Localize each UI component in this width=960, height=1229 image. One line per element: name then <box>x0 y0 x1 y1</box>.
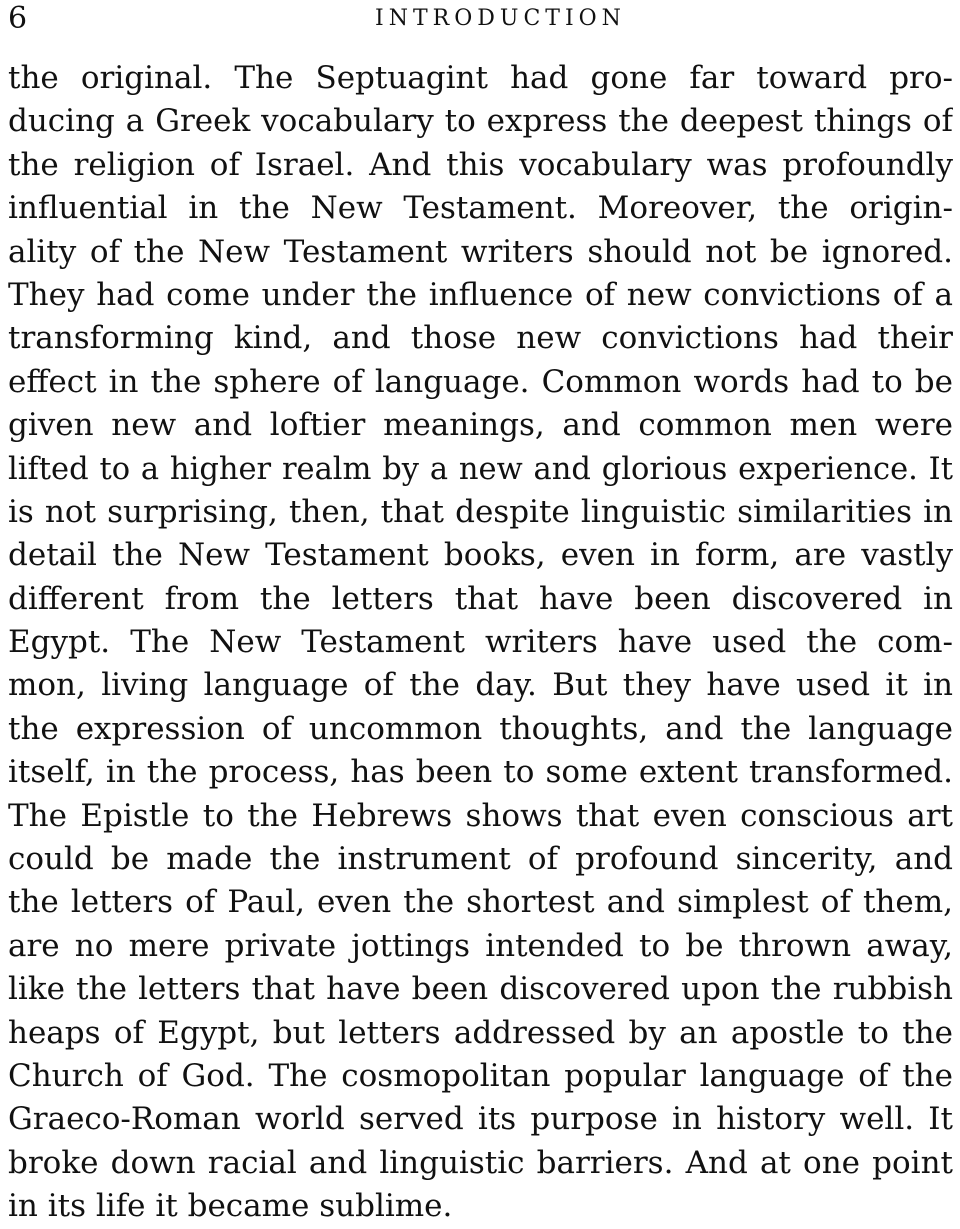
text-line: detail the New Testament books, even in form, are vastly <box>8 537 953 574</box>
text-line: are no mere private jottings intended to be thrown away, <box>8 927 953 964</box>
text-line: could be made the instrument of profound sincerity, and <box>8 841 953 878</box>
text-line: lifted to a higher realm by a new and glorious experience. It <box>8 451 953 487</box>
text-line: influential in the New Testament. Moreover, the origin- <box>8 190 953 227</box>
running-head <box>8 0 953 40</box>
text-line: effect in the sphere of language. Common words had to be <box>8 363 953 400</box>
text-line: Church of God. The cosmopolitan popular language of the <box>8 1057 953 1094</box>
text-line: itself, in the process, has been to some extent transformed. <box>8 754 953 791</box>
text-line: like the letters that have been discovered upon the rubbish <box>8 971 953 1008</box>
text-line: the letters of Paul, even the shortest and simplest of them, <box>8 884 953 921</box>
text-line: the expression of uncommon thoughts, and the language <box>8 710 953 747</box>
page-number: 6 <box>8 1 28 36</box>
text-line: different from the letters that have been discovered in <box>8 580 953 617</box>
running-title: INTRODUCTION <box>375 6 626 31</box>
text-line: The Epistle to the Hebrews shows that even conscious art <box>8 797 953 834</box>
text-line: ality of the New Testament writers should not be ignored. <box>8 233 953 270</box>
text-line: the original. The Septuagint had gone far toward pro- <box>8 60 953 96</box>
text-line: heaps of Egypt, but letters addressed by an apostle to the <box>8 1014 953 1051</box>
text-line: transforming kind, and those new convictions had their <box>8 320 953 357</box>
text-line: in its life it became sublime. <box>8 1188 453 1225</box>
text-line: mon, living language of the day. But they have used it in <box>8 667 953 704</box>
body-paragraph <box>8 57 953 1229</box>
text-line: the religion of Israel. And this vocabulary was profoundly <box>8 146 953 183</box>
text-line: Egypt. The New Testament writers have used the com- <box>8 624 953 661</box>
text-line: They had come under the influence of new convictions of a <box>8 276 953 313</box>
text-line: Graeco-Roman world served its purpose in history well. It <box>8 1101 953 1138</box>
text-line: ducing a Greek vocabulary to express the deepest things of <box>8 103 953 140</box>
text-line: is not surprising, then, that despite linguistic similarities in <box>8 493 953 530</box>
text-line: given new and loftier meanings, and common men were <box>8 407 953 444</box>
text-line: broke down racial and linguistic barriers. And at one point <box>8 1144 953 1181</box>
